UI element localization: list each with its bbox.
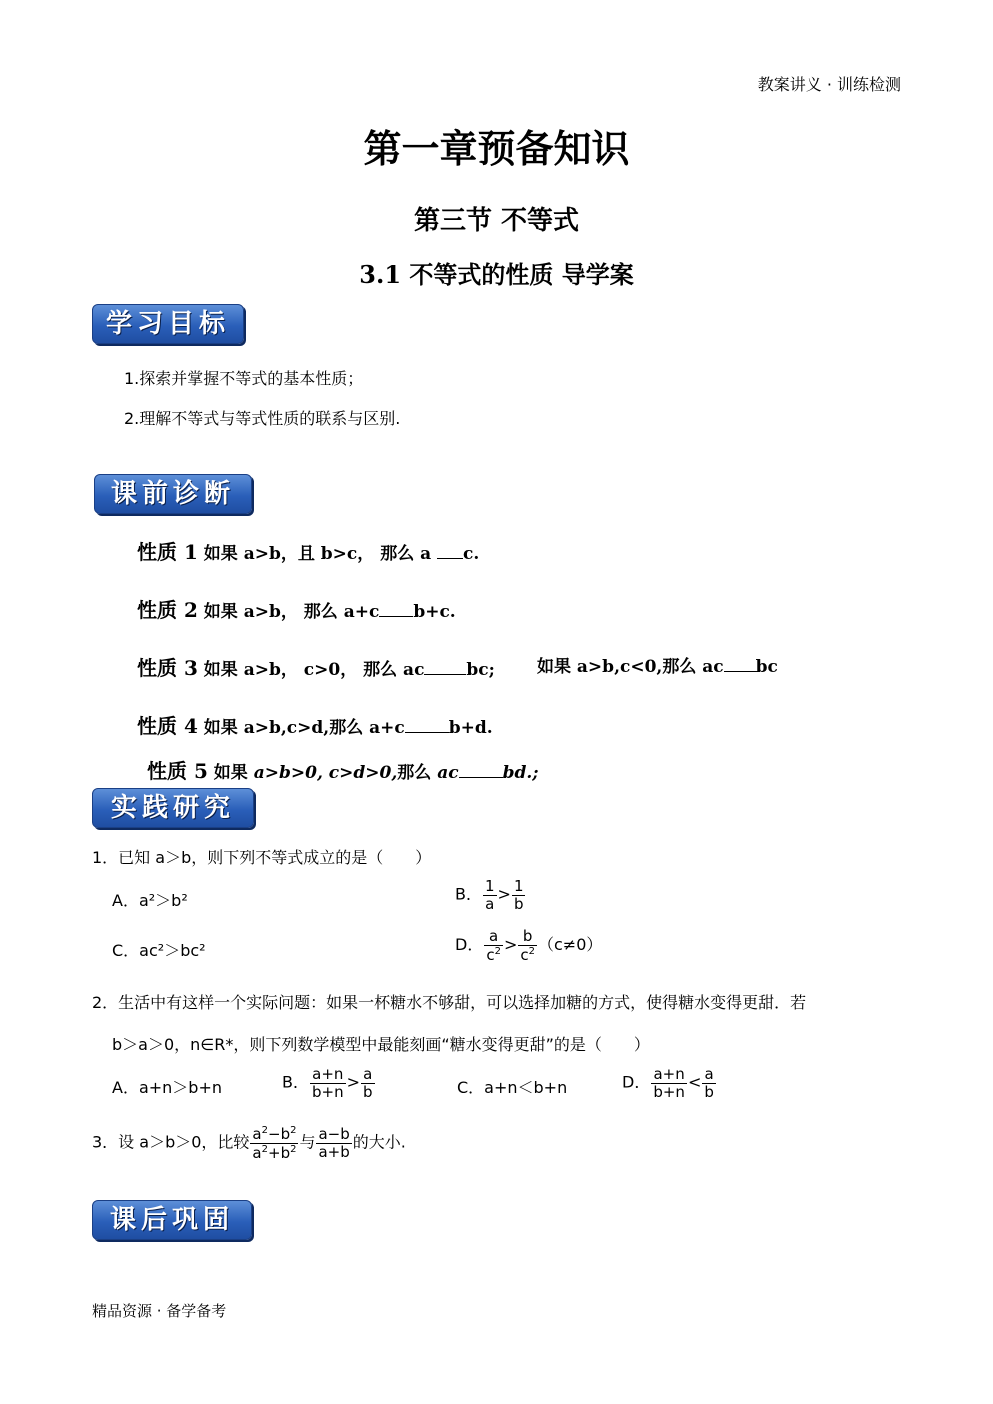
property-3 <box>137 652 495 681</box>
property-text: 如果 <box>207 763 254 783</box>
lesson-title: 3.1 不等式的性质 导学案 <box>359 260 634 289</box>
objectives-banner: 学习目标 <box>92 304 244 344</box>
q1-option-d[interactable]: D． $\frac{a}{c^2}$ > $\frac{b}{c^2}$ （c≠0） <box>455 927 603 964</box>
header-text: 教案讲义 · 训练检测 <box>757 75 901 94</box>
question-2-line1: 2．生活中有这样一个实际问题：如果一杯糖水不够甜，可以选择加糖的方式，使得糖水变得更甜．若 <box>92 993 807 1012</box>
property-text: ac <box>437 763 459 783</box>
question-1-stem: 1．已知 a＞b，则下列不等式成立的是（ ） <box>92 848 432 867</box>
property-text: c. <box>463 544 480 564</box>
property-label: 性质 5 <box>147 759 208 783</box>
fraction: $\frac{1}{b}$ <box>513 877 524 913</box>
answer-blank[interactable] <box>459 759 503 778</box>
answer-blank[interactable] <box>405 714 449 733</box>
property-4 <box>137 710 493 739</box>
q2-option-d[interactable]: D． $\frac{a+n}{b+n}$ < $\frac{a}{b}$ <box>622 1065 714 1101</box>
property-text: b+c. <box>413 602 456 622</box>
chapter-title: 第一章预备知识 <box>363 126 630 171</box>
question-text: 与 <box>299 1132 316 1152</box>
property-text: bc <box>755 657 778 677</box>
answer-blank[interactable] <box>424 656 466 675</box>
question-3 <box>92 1125 406 1161</box>
fraction: $\frac{b}{c^2}$ <box>520 927 535 964</box>
property-text: a>b>0, c>d>0, <box>253 763 398 783</box>
objective-item: 2.理解不等式与等式性质的联系与区别. <box>124 409 401 428</box>
question-text: 3．设 a＞b＞0，比较 <box>92 1132 250 1152</box>
q2-option-b[interactable]: B． $\frac{a+n}{b+n}$ > $\frac{a}{b}$ <box>282 1065 373 1101</box>
property-text: 如果 a>b，且 b>c， 那么 a <box>197 544 438 564</box>
answer-blank[interactable] <box>379 598 413 617</box>
q1-option-a[interactable]: A．a²＞b² <box>112 891 188 910</box>
property-text: 如果 a>b， 那么 a+c <box>197 602 380 622</box>
fraction: $\frac{a+n}{b+n}$ <box>311 1065 344 1101</box>
property-text: bd.; <box>502 763 539 783</box>
property-text: 如果 a>b,c<0,那么 ac <box>537 657 724 677</box>
q1-option-c[interactable]: C．ac²＞bc² <box>112 941 206 960</box>
fraction: $\frac{a}{b}$ <box>363 1065 373 1101</box>
property-5 <box>147 755 539 784</box>
objective-item: 1.探索并掌握不等式的基本性质； <box>124 369 364 388</box>
property-text: b+d. <box>448 718 493 738</box>
practice-banner: 实践研究 <box>92 788 254 828</box>
fraction: $\frac{a+n}{b+n}$ <box>653 1065 685 1101</box>
fraction: $\frac{a^2-b^2}{a^2+b^2}$ <box>252 1125 297 1162</box>
q2-option-c[interactable]: C．a+n＜b+n <box>457 1078 568 1097</box>
question-2-line2: b＞a＞0，n∈R*，则下列数学模型中最能刻画“糖水变得更甜”的是（ ） <box>112 1035 650 1054</box>
q2-option-a[interactable]: A．a+n＞b+n <box>112 1078 223 1097</box>
option-letter: D． <box>622 1072 651 1092</box>
property-label: 性质 4 <box>137 714 198 738</box>
fraction: $\frac{a}{c^2}$ <box>486 927 501 964</box>
fraction: $\frac{1}{a}$ <box>484 877 495 913</box>
q1-option-b[interactable]: B． $\frac{1}{a}$ > $\frac{1}{b}$ <box>455 877 524 913</box>
answer-blank[interactable] <box>724 653 756 672</box>
fraction: $\frac{a-b}{a+b}$ <box>318 1125 350 1161</box>
property-label: 性质 2 <box>137 598 198 622</box>
property-label: 性质 1 <box>137 540 198 564</box>
consolidation-banner: 课后巩固 <box>92 1200 252 1240</box>
property-text: 如果 a>b， c>0， 那么 ac <box>197 660 425 680</box>
answer-blank[interactable] <box>437 540 463 559</box>
property-3-second <box>537 652 778 677</box>
diagnosis-banner: 课前诊断 <box>94 474 252 514</box>
property-text: 如果 a>b,c>d,那么 a+c <box>197 718 405 738</box>
option-letter: B． <box>455 884 482 904</box>
question-text: 的大小. <box>352 1132 406 1152</box>
footer-text: 精品资源 · 备学备考 <box>92 1302 227 1320</box>
option-condition: （c≠0） <box>537 935 603 954</box>
section-title: 第三节 不等式 <box>413 206 580 236</box>
property-text: 那么 <box>397 763 438 783</box>
option-letter: D． <box>455 935 484 954</box>
option-letter: B． <box>282 1072 309 1092</box>
property-label: 性质 3 <box>137 656 198 680</box>
property-2 <box>137 594 456 623</box>
fraction: $\frac{a}{b}$ <box>704 1065 714 1101</box>
property-text: bc; <box>466 660 495 680</box>
property-1 <box>137 536 479 565</box>
